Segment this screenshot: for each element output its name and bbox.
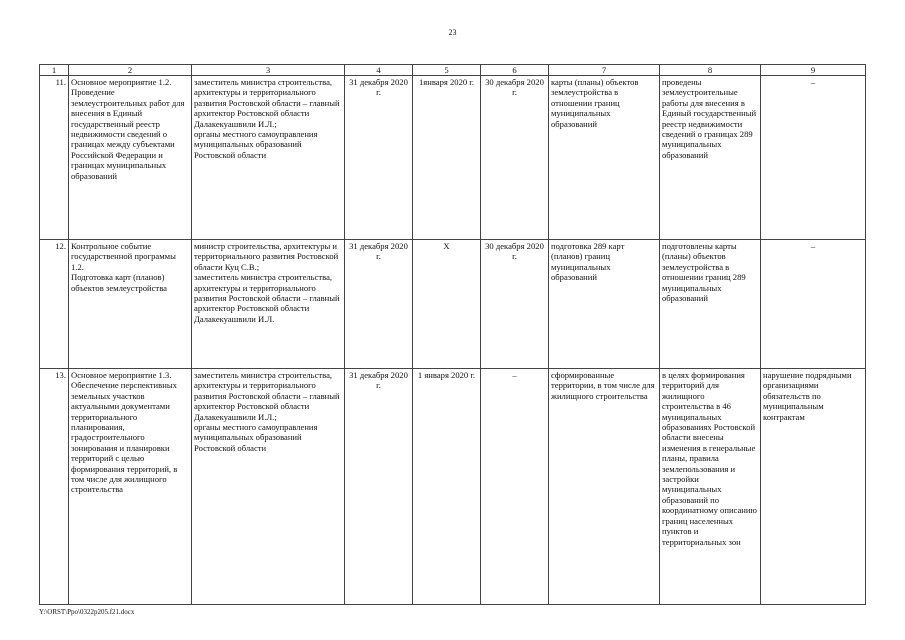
date-cell: – [481,369,549,605]
expected-result: сформированные территории, в том числе для жилищного строительства [549,369,660,605]
activity-name: Основное мероприятие 1.3. Обеспечение перспективных земельных участков актуальными документами территориального планирования, градостроительного зонирования и планировки территорий с целью формирования территорий, в том числе для жилищного строительства [69,369,192,605]
issues-cell: – [761,76,866,240]
date-cell: 1 января 2020 г. [413,369,481,605]
date-cell: X [413,240,481,369]
issues-cell: – [761,240,866,369]
row-number: 12. [40,240,69,369]
header-row [40,65,866,76]
responsible-executor: заместитель министра строительства, архитектуры и территориального развития Ростовской области – главный архитектор Ростовской области Далакекуашвили И.Л.; органы местного самоуправления муниципальных образований Ростовской области [192,76,345,240]
actual-result: подготовлены карты (планы) объектов землеустройства в отношении границ 289 муниципальных образований [660,240,761,369]
date-cell: 30 декабря 2020 г. [481,76,549,240]
date-cell: 31 декабря 2020 г. [345,240,413,369]
responsible-executor: министр строительства, архитектуры и территориального развития Ростовской области Куц С.В.; заместитель министра строительства, архитектуры и территориального развития Ростовской области – главный архитектор Ростовской области Далакекуашвили И.Л. [192,240,345,369]
column-header: 4 [345,65,413,76]
column-header: 6 [481,65,549,76]
column-header: 7 [549,65,660,76]
actual-result: проведены землеустроительные работы для внесения в Единый государственный реестр недвижимости сведений о границах 289 муниципальных образований [660,76,761,240]
table-row [40,76,866,240]
responsible-executor: заместитель министра строительства, архитектуры и территориального развития Ростовской области – главный архитектор Ростовской области Далакекуашвили И.Л.; органы местного самоуправления муниципальных образований Ростовской области [192,369,345,605]
column-header: 5 [413,65,481,76]
table-row [40,369,866,605]
expected-result: карты (планы) объектов землеустройства в отношении границ муниципальных образований [549,76,660,240]
column-header: 3 [192,65,345,76]
date-cell: 31 декабря 2020 г. [345,76,413,240]
activity-name: Основное мероприятие 1.2. Проведение землеустроительных работ для внесения в Единый государственный реестр недвижимости сведений о границах между субъектами Российской Федерации и границах муниципальных образований [69,76,192,240]
date-cell: 31 декабря 2020 г. [345,369,413,605]
column-header: 8 [660,65,761,76]
file-path-footer: Y:\ORST\Ppo\0322p205.f21.docx [39,608,135,616]
actual-result: в целях формирования территорий для жилищного строительства в 46 муниципальных образованиях Ростовской области внесены изменения в генеральные планы, правила землепользования и застройки муниципальных образований по координатному описанию границ населенных пунктов и территориальных зон [660,369,761,605]
page-number: 23 [448,28,457,37]
program-events-table [39,64,866,605]
row-number: 11. [40,76,69,240]
expected-result: подготовка 289 карт (планов) границ муниципальных образований [549,240,660,369]
date-cell: 30 декабря 2020 г. [481,240,549,369]
column-header: 1 [40,65,69,76]
row-number: 13. [40,369,69,605]
column-header: 2 [69,65,192,76]
activity-name: Контрольное событие государственной программы 1.2. Подготовка карт (планов) объектов землеустройства [69,240,192,369]
issues-cell: нарушение подрядными организациями обязательств по муниципальным контрактам [761,369,866,605]
date-cell: 1января 2020 г. [413,76,481,240]
table-row [40,240,866,369]
column-header: 9 [761,65,866,76]
